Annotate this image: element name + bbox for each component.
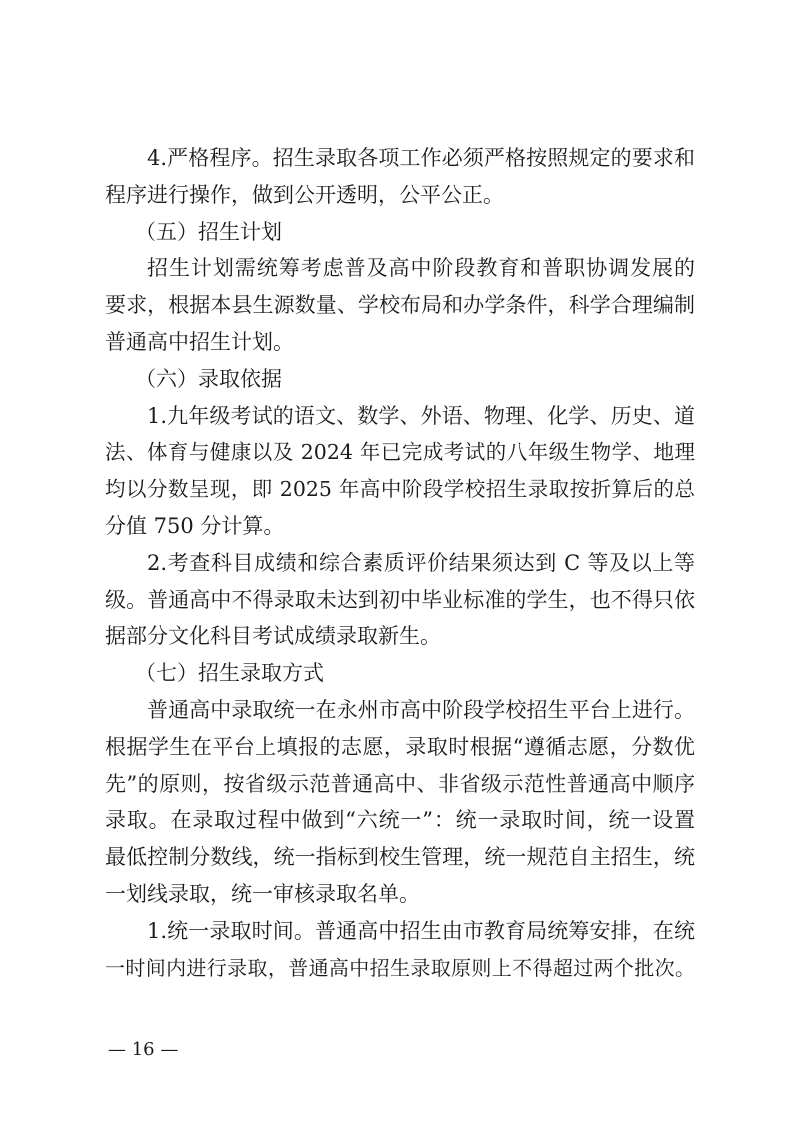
document-body <box>105 140 695 986</box>
section-heading-7: （七）招生录取方式 <box>135 661 324 686</box>
paragraph-line: 1.九年级考试的语文、数学、外语、物理、化学、历史、道 <box>147 403 695 428</box>
paragraph-line: 1.统一录取时间。普通高中招生由市教育局统筹安排，在统 <box>147 918 695 943</box>
paragraph-line: 分值 750 分计算。 <box>105 513 285 538</box>
paragraph-line: 据部分文化科目考试成绩录取新生。 <box>105 624 441 649</box>
paragraph-line: 4.严格程序。招生录取各项工作必须严格按照规定的要求和 <box>147 146 695 170</box>
paragraph-line: 一划线录取，统一审核录取名单。 <box>105 881 420 906</box>
paragraph-line: 法、体育与健康以及 2024 年已完成考试的八年级生物学、地理 <box>105 440 695 465</box>
paragraph-line: 先”的原则，按省级示范普通高中、非省级示范性普通高中顺序 <box>105 771 695 796</box>
paragraph-line: 根据学生在平台上填报的志愿，录取时根据“遵循志愿，分数优 <box>105 734 695 759</box>
paragraph-line: 最低控制分数线，统一指标到校生管理，统一规范自主招生，统 <box>105 845 695 870</box>
paragraph-line: 程序进行操作，做到公开透明，公平公正。 <box>105 182 504 207</box>
paragraph-line: 普通高中招生计划。 <box>105 329 294 354</box>
paragraph-line: 一时间内进行录取，普通高中招生录取原则上不得超过两个批次。 <box>105 955 695 980</box>
page-number: — 16 — <box>108 1039 179 1060</box>
paragraph-line: 要求，根据本县生源数量、学校布局和办学条件，科学合理编制 <box>105 293 695 318</box>
paragraph-line: 级。普通高中不得录取未达到初中毕业标准的学生，也不得只依 <box>105 587 695 612</box>
section-heading-5: （五）招生计划 <box>135 219 282 244</box>
paragraph-line: 普通高中录取统一在永州市高中阶段学校招生平台上进行。 <box>147 697 695 722</box>
paragraph-line: 2.考查科目成绩和综合素质评价结果须达到 C 等及以上等 <box>147 550 695 575</box>
section-heading-6: （六）录取依据 <box>135 366 282 391</box>
paragraph-line: 录取。在录取过程中做到“六统一”：统一录取时间，统一设置 <box>105 808 695 833</box>
paragraph-line: 招生计划需统筹考虑普及高中阶段教育和普职协调发展的 <box>147 256 695 281</box>
paragraph-line: 均以分数呈现，即 2025 年高中阶段学校招生录取按折算后的总 <box>105 477 695 502</box>
